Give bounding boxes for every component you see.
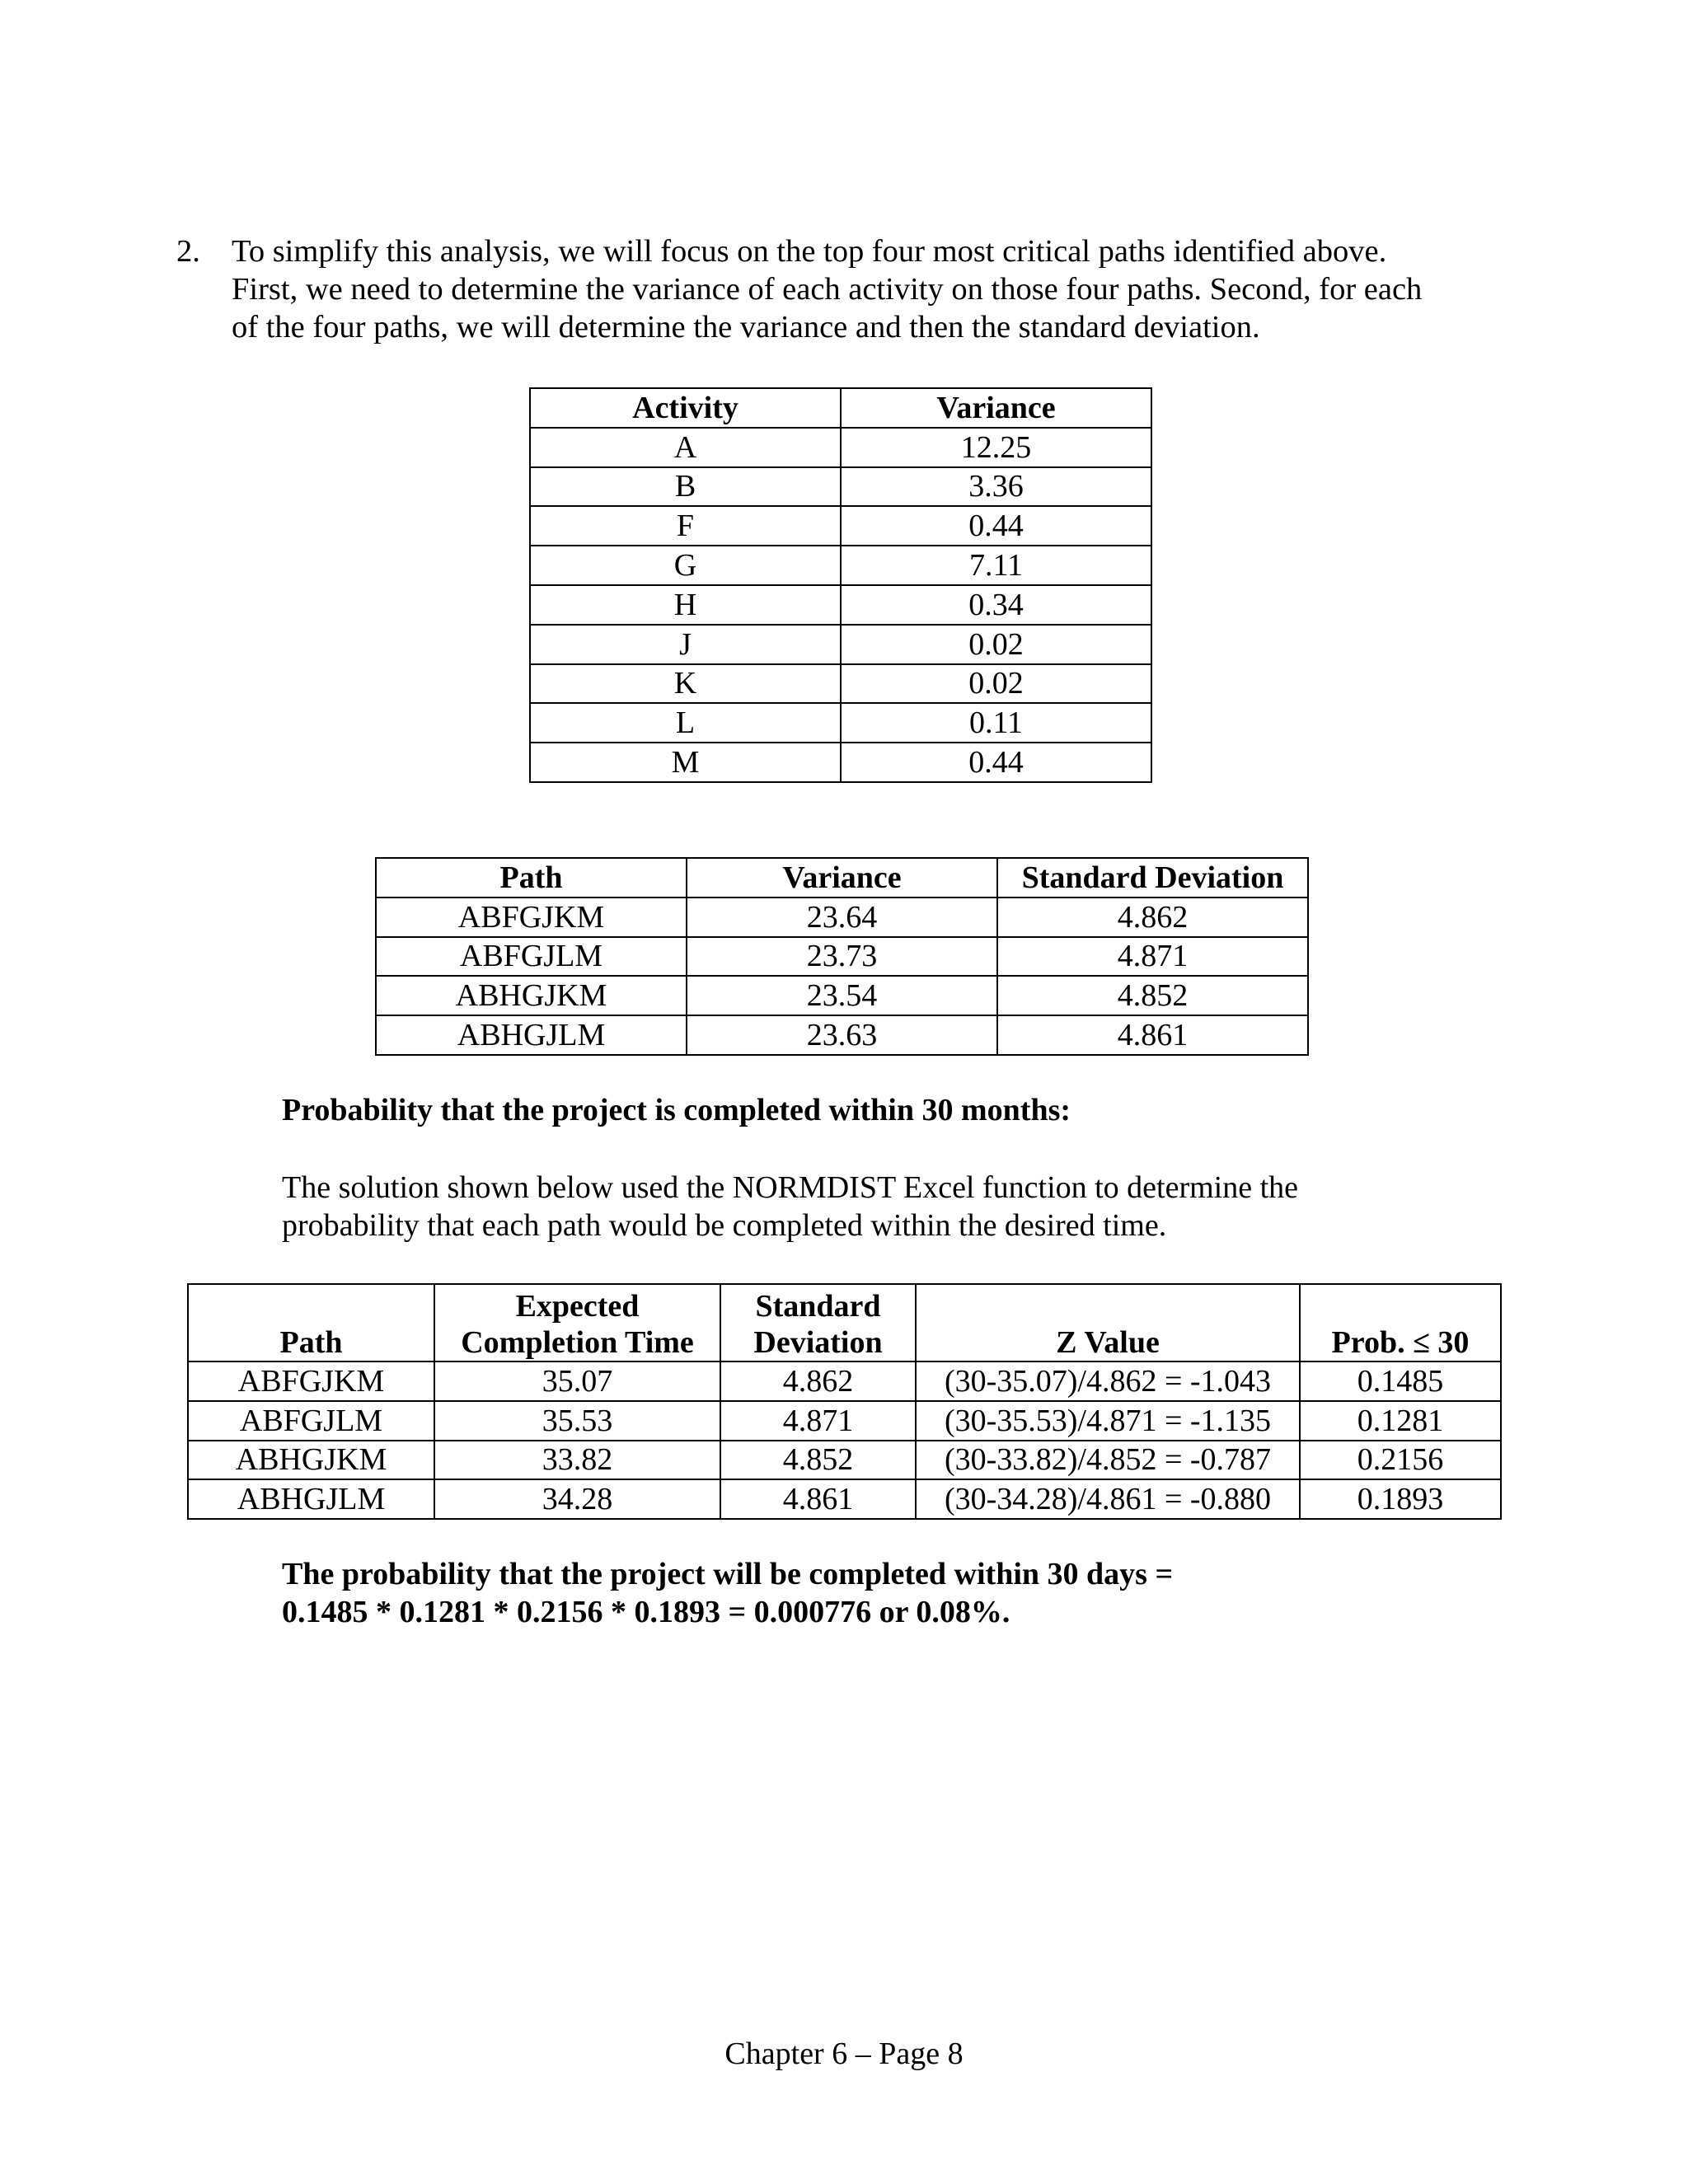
table-row: [530, 467, 1151, 507]
path-cell: ABFGJKM: [376, 898, 687, 937]
activity-cell: J: [530, 625, 841, 664]
table-row: [530, 743, 1151, 782]
activity-variance-table: [529, 387, 1152, 783]
variance-cell: 0.02: [841, 625, 1151, 664]
intro-line-2: First, we need to determine the variance of each activity on those four paths. Second, for each: [232, 272, 1423, 307]
probability-cell: 0.1281: [1300, 1401, 1501, 1441]
variance-cell: 23.54: [687, 976, 997, 1015]
table-row: [376, 898, 1308, 937]
variance-cell: 0.44: [841, 506, 1151, 546]
probability-cell: 0.2156: [1300, 1441, 1501, 1480]
activity-cell: A: [530, 428, 841, 467]
table-header-row: [376, 858, 1308, 898]
activity-cell: F: [530, 506, 841, 546]
page-footer: Chapter 6 – Page 8: [724, 2036, 964, 2071]
activity-cell: L: [530, 703, 841, 743]
table-row: [530, 664, 1151, 704]
path-cell: ABFGJKM: [188, 1361, 434, 1401]
table-row: [530, 506, 1151, 546]
table-row: [188, 1401, 1501, 1441]
z-value-cell: (30-33.82)/4.852 = -0.787: [916, 1441, 1300, 1480]
header-variance: Variance: [841, 388, 1151, 428]
expected-cell: 33.82: [434, 1441, 720, 1480]
variance-cell: 3.36: [841, 467, 1151, 507]
variance-cell: 23.64: [687, 898, 997, 937]
table-header-row: [530, 388, 1151, 428]
result-statement: [282, 1555, 1173, 1631]
variance-cell: 7.11: [841, 546, 1151, 585]
variance-cell: 0.11: [841, 703, 1151, 743]
table-row: [376, 976, 1308, 1015]
header-std-dev: Standard Deviation: [997, 858, 1308, 898]
result-line-2: 0.1485 * 0.1281 * 0.2156 * 0.1893 = 0.000776 or 0.08%.: [282, 1595, 1010, 1629]
intro-line-1: To simplify this analysis, we will focus on the top four most critical paths identified above.: [232, 234, 1387, 269]
std-dev-cell: 4.862: [997, 898, 1308, 937]
table-row: [530, 703, 1151, 743]
std-dev-cell: 4.852: [997, 976, 1308, 1015]
intro-paragraph: [176, 232, 1515, 346]
std-dev-cell: 4.861: [720, 1479, 916, 1519]
probability-cell: 0.1893: [1300, 1479, 1501, 1519]
variance-cell: 23.63: [687, 1015, 997, 1055]
variance-cell: 23.73: [687, 937, 997, 977]
path-cell: ABFGJLM: [376, 937, 687, 977]
table-row: [530, 546, 1151, 585]
header-variance: Variance: [687, 858, 997, 898]
std-dev-cell: 4.871: [997, 937, 1308, 977]
header-std-dev: Standard Deviation: [720, 1284, 916, 1361]
activity-cell: G: [530, 546, 841, 585]
expected-cell: 35.53: [434, 1401, 720, 1441]
path-cell: ABFGJLM: [188, 1401, 434, 1441]
table-row: [376, 1015, 1308, 1055]
note-line-2: probability that each path would be completed within the desired time.: [282, 1208, 1167, 1243]
path-cell: ABHGJLM: [376, 1015, 687, 1055]
std-dev-cell: 4.852: [720, 1441, 916, 1480]
activity-cell: K: [530, 664, 841, 704]
activity-cell: H: [530, 585, 841, 625]
path-variance-table: [375, 857, 1309, 1056]
table-row: [376, 937, 1308, 977]
note-line-1: The solution shown below used the NORMDIST Excel function to determine the: [282, 1170, 1299, 1205]
variance-cell: 0.44: [841, 743, 1151, 782]
probability-table: [187, 1283, 1502, 1520]
header-expected-completion: Expected Completion Time: [434, 1284, 720, 1361]
table-row: [188, 1361, 1501, 1401]
method-note: [282, 1169, 1298, 1244]
path-cell: ABHGJKM: [188, 1441, 434, 1480]
table-row: [530, 428, 1151, 467]
result-line-1: The probability that the project will be completed within 30 days =: [282, 1557, 1174, 1591]
z-value-cell: (30-34.28)/4.861 = -0.880: [916, 1479, 1300, 1519]
expected-cell: 35.07: [434, 1361, 720, 1401]
header-path: Path: [376, 858, 687, 898]
std-dev-cell: 4.871: [720, 1401, 916, 1441]
section-heading: Probability that the project is completed within 30 months:: [282, 1093, 1071, 1127]
table-row: [530, 585, 1151, 625]
variance-cell: 0.34: [841, 585, 1151, 625]
activity-cell: M: [530, 743, 841, 782]
path-cell: ABHGJLM: [188, 1479, 434, 1519]
expected-cell: 34.28: [434, 1479, 720, 1519]
header-path: Path: [188, 1284, 434, 1361]
variance-cell: 12.25: [841, 428, 1151, 467]
table-row: [188, 1441, 1501, 1480]
table-row: [188, 1479, 1501, 1519]
table-row: [530, 625, 1151, 664]
std-dev-cell: 4.861: [997, 1015, 1308, 1055]
activity-cell: B: [530, 467, 841, 507]
variance-cell: 0.02: [841, 664, 1151, 704]
header-activity: Activity: [530, 388, 841, 428]
list-number: 2.: [176, 234, 200, 269]
header-z-value: Z Value: [916, 1284, 1300, 1361]
z-value-cell: (30-35.53)/4.871 = -1.135: [916, 1401, 1300, 1441]
table-header-row: [188, 1284, 1501, 1361]
intro-line-3: of the four paths, we will determine the variance and then the standard deviation.: [232, 310, 1260, 344]
probability-cell: 0.1485: [1300, 1361, 1501, 1401]
header-probability: Prob. ≤ 30: [1300, 1284, 1501, 1361]
z-value-cell: (30-35.07)/4.862 = -1.043: [916, 1361, 1300, 1401]
std-dev-cell: 4.862: [720, 1361, 916, 1401]
path-cell: ABHGJKM: [376, 976, 687, 1015]
